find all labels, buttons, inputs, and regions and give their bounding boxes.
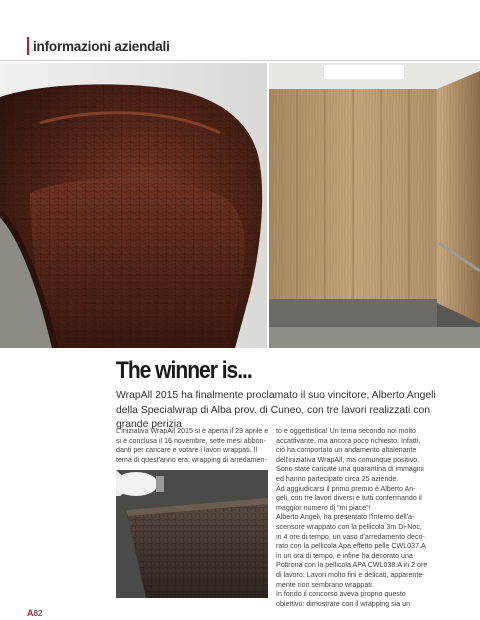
text-line: Poltrona con la pellicola APA CWL038.A in 2 ore [276,561,428,570]
text-line: in 4 ore di tempo, un vaso d'arredamento deco- [276,532,425,541]
article-column-right [276,427,442,609]
text-line: Sono state caricate una quarantina di immagini [276,465,424,474]
section-title: informazioni aziendali [33,38,170,54]
header-divider [0,60,480,61]
text-line: Alberto Angeli, ha presentato l'interno dell'a- [276,513,415,522]
text-line: to e oggettistica! Un tema secondo noi molto [276,427,416,435]
page-folio [27,608,42,618]
article-subhead: WrapAll 2015 ha finalmente proclamato il suo vincitore, Alberto Angeli della Specialwrap di Alba prov. di Cuneo, con tre lavori realizzati con grande perizia [116,390,436,430]
textured-vase-detail-photo [116,470,268,598]
text-line: obiettivo: dimostrare con il wrapping sia un [276,599,411,608]
leather-armchair-photo [0,63,267,348]
text-line: si è conclusa il 16 novembre, sette mesi abbon- [116,436,266,445]
text-line: Ad aggiudicarsi il primo premio è Alberto An- [276,484,416,493]
text-line: rato con la pellicola Apa effetto pelle CWL037.A [276,542,426,551]
text-line: scensore wrappato con la pellicola 3m Di-Noc, [276,522,422,531]
section-header [27,36,170,56]
text-line: mente non sembrano wrappati. [276,580,374,589]
text-line: geli, con tre lavori diversi e tutti confermando il [276,494,422,503]
wood-elevator-interior-photo [269,63,480,348]
text-line: accattivante, ma ancora poco richiesto. Infatti, [276,436,421,445]
text-line: di lavoro. Lavori molto fini e delicati, apparente- [276,570,425,579]
text-line: dell'iniziativa WrapAll, ma comunque positivo. [276,455,420,464]
section-accent-bar [27,37,29,55]
text-line: In fondo il concorso aveva proprio questo [276,590,406,599]
text-line: ciò ha comportato un andamento altalenante [276,446,417,455]
text-line: maggior numero di "mi piace"! [276,503,371,512]
article-headline: The winner is... [116,357,252,384]
folio-mark: A [27,608,34,618]
page-number: 82 [33,609,43,618]
text-line: tema di quest'anno era: wrapping di arredamen- [116,455,267,464]
text-line: ed hanno partecipato circa 25 aziende. [276,474,399,483]
text-line: danti per caricare e votare i lavori wrappati. Il [116,446,258,455]
article-column-left [116,427,269,465]
text-line: in un ora di tempo, e infine ha decorato una [276,551,413,560]
text-line: L'iniziativa WrapAll 2015 si è aperta il 29 aprile e [116,427,269,435]
